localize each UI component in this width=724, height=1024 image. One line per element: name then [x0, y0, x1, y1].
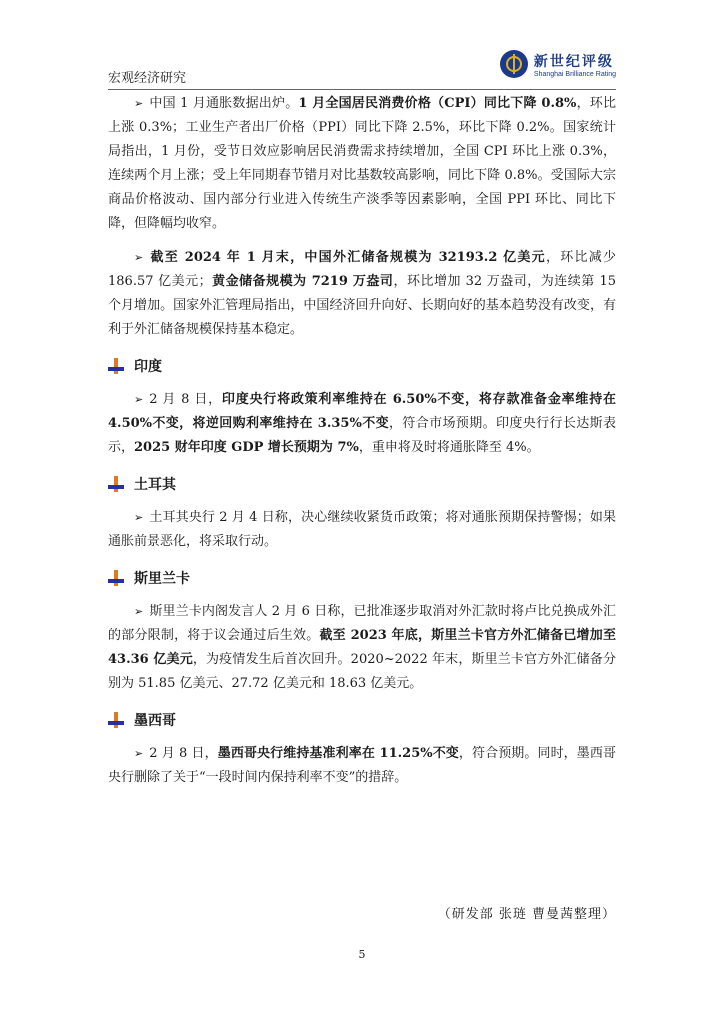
arrow-bullet-icon: ➢	[134, 747, 144, 760]
cross-bullet-icon	[108, 712, 124, 728]
arrow-bullet-icon: ➢	[134, 97, 144, 110]
paragraph-srilanka: ➢ 斯里兰卡内阁发言人 2 月 6 日称，已批准逐步取消对外汇款时将卢比兑换成外汇的部分限制，将于议会通过后生效。截至 2023 年底，斯里兰卡官方外汇储备已增加至 43.36 亿美元，为疫情发生后首次回升。2020~2022 年末，斯里兰卡官方外汇储备分别为 51.85 亿美元、27.72 亿美元和 18.63 亿美元。	[108, 604, 616, 691]
cross-bullet-icon	[108, 570, 124, 586]
paragraph-china-inflation: ➢ 中国 1 月通胀数据出炉。1 月全国居民消费价格（CPI）同比下降 0.8%，环比上涨 0.3%；工业生产者出厂价格（PPI）同比下降 2.5%，环比下降 0.2%。国家统计局指出，1 月份，受节日效应影响居民消费需求持续增加，全国 CPI 环比上涨 0.3%，连续两个月上涨；受上年同期春节错月对比基数较高影响，同比下降 0.8%。受国际大宗商品价格波动、国内部分行业进入传统生产淡季等因素影响，全国 PPI 环比、同比下降，但降幅均收窄。	[108, 96, 616, 231]
section-heading-india: 印度	[108, 356, 616, 376]
section-heading-mexico: 墨西哥	[108, 710, 616, 730]
header-title: 宏观经济研究	[108, 71, 187, 86]
section-heading-srilanka: 斯里兰卡	[108, 568, 616, 588]
logo-english-name: Shanghai Brilliance Rating	[533, 70, 616, 78]
paragraph-china-reserves: ➢ 截至 2024 年 1 月末，中国外汇储备规模为 32193.2 亿美元，环比减少 186.57 亿美元；黄金储备规模为 7219 万盎司，环比增加 32 万盎司，为连续第 15 个月增加。国家外汇管理局指出，中国经济回升向好、长期向好的基本趋势没有改变，有利于外汇储备规模保持基本稳定。	[108, 250, 616, 337]
header-divider	[108, 89, 616, 90]
page-number: 5	[358, 948, 366, 961]
cross-bullet-icon	[108, 476, 124, 492]
paragraph-mexico: ➢ 2 月 8 日，墨西哥央行维持基准利率在 11.25%不变，符合预期。同时，墨西哥央行删除了关于“一段时间内保持利率不变”的措辞。	[108, 746, 616, 785]
editor-credit: （研发部 张琏 曹曼茜整理）	[437, 907, 616, 922]
company-logo	[500, 44, 616, 84]
logo-chinese-name: 新世纪评级	[533, 53, 614, 70]
cross-bullet-icon	[108, 358, 124, 374]
paragraph-turkey: ➢ 土耳其央行 2 月 4 日称，决心继续收紧货币政策；将对通胀预期保持警惕；如果通胀前景恶化，将采取行动。	[108, 510, 616, 549]
paragraph-india: ➢ 2 月 8 日，印度央行将政策利率维持在 6.50%不变，将存款准备金率维持在 4.50%不变，将逆回购利率维持在 3.35%不变，符合市场预期。印度央行行长达斯表示，2025 财年印度 GDP 增长预期为 7%，重申将及时将通胀降至 4%。	[108, 392, 616, 455]
page-header	[108, 44, 616, 90]
arrow-bullet-icon: ➢	[134, 511, 144, 524]
section-heading-turkey: 土耳其	[108, 474, 616, 494]
arrow-bullet-icon: ➢	[134, 393, 144, 406]
document-body	[108, 92, 616, 800]
arrow-bullet-icon: ➢	[134, 605, 144, 618]
arrow-bullet-icon: ➢	[134, 251, 144, 264]
brilliance-logo-icon	[500, 50, 528, 78]
